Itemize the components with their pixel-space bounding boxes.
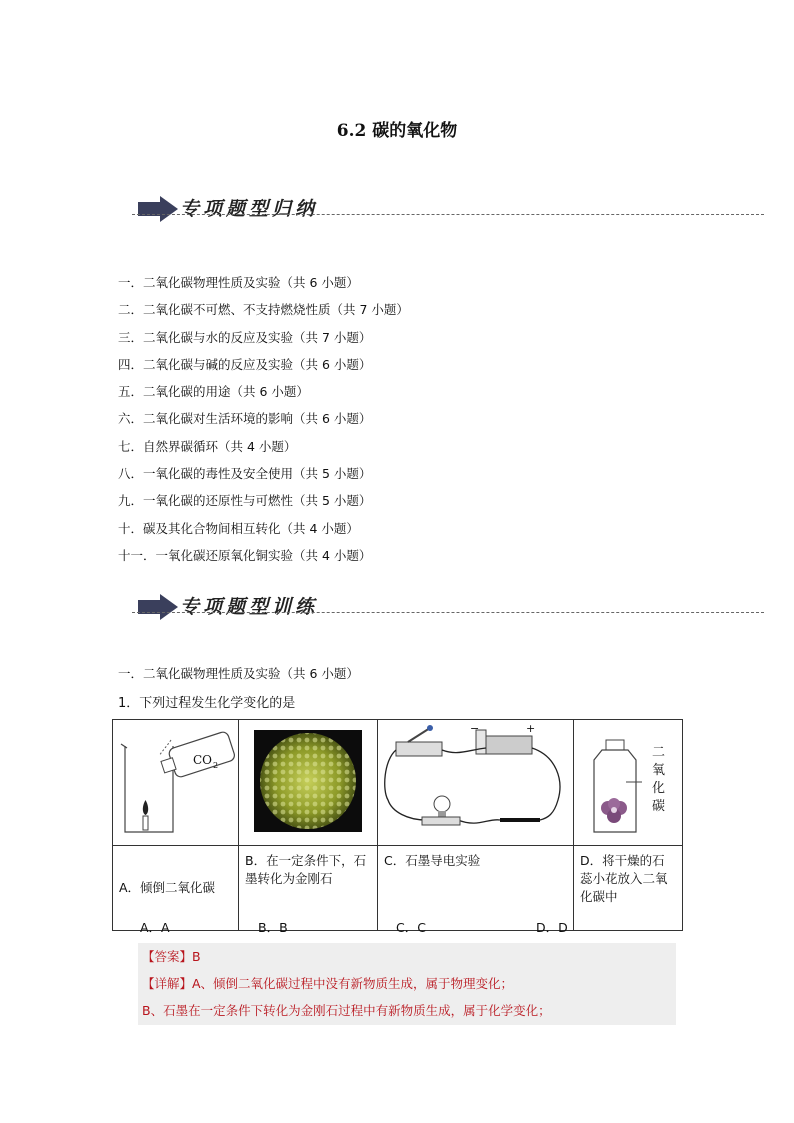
choice-b[interactable]: B．B xyxy=(258,920,288,935)
topic-item: 十．碳及其化合物间相互转化（共 4 小题） xyxy=(118,520,359,536)
topic-item: 八．一氧化碳的毒性及安全使用（共 5 小题） xyxy=(118,466,372,482)
answer-box xyxy=(138,943,676,1025)
microscope-image xyxy=(239,720,377,842)
topic-item: 一．二氧化碳物理性质及实验（共 6 小题） xyxy=(118,275,359,290)
figure-pouring-co2 xyxy=(113,720,239,846)
circuit-illustration xyxy=(378,720,573,842)
option-d-label: D．将干燥的石蕊小花放入二氧化碳中 xyxy=(574,846,683,931)
topic-item: 四．二氧化碳与碱的反应及实验（共 6 小题） xyxy=(118,356,372,372)
option-c-label: C．石墨导电实验 xyxy=(378,846,574,931)
choice-c[interactable]: C．C xyxy=(396,920,426,935)
choice-d[interactable]: D．D xyxy=(536,920,568,935)
co2-formula: CO xyxy=(193,753,213,767)
minus-sign: − xyxy=(470,722,480,735)
option-a-label: A．倾倒二氧化碳 xyxy=(113,846,239,931)
arrow-icon xyxy=(138,594,178,620)
gas-jar-illustration xyxy=(574,720,682,842)
option-b-label: B．在一定条件下，石墨转化为金刚石 xyxy=(239,846,378,931)
section-banner-summary xyxy=(132,192,764,226)
topic-item: 三．二氧化碳与水的反应及实验（共 7 小题） xyxy=(118,329,372,345)
topic-item: 五．二氧化碳的用途（共 6 小题） xyxy=(118,384,309,400)
figure-graphite-diamond xyxy=(239,720,378,846)
section-heading: 一．二氧化碳物理性质及实验（共 6 小题） xyxy=(118,666,359,681)
figure-graphite-conduction xyxy=(378,720,574,846)
choice-a[interactable]: A．A xyxy=(140,920,170,935)
banner-training-text: 专项题型训练 xyxy=(180,596,319,618)
topic-item: 七．自然界碳循环（共 4 小题） xyxy=(118,438,297,454)
question-text: 1．下列过程发生化学变化的是 xyxy=(118,696,296,711)
answer-line: 【答案】B xyxy=(142,949,201,964)
topic-list xyxy=(118,272,409,572)
banner-summary-text: 专项题型归纳 xyxy=(180,198,319,220)
topic-item: 六．二氧化碳对生活环境的影响（共 6 小题） xyxy=(118,411,372,427)
detail-line: B、石墨在一定条件下转化为金刚石过程中有新物质生成，属于化学变化； xyxy=(142,1003,551,1018)
jar-label-char: 碳 xyxy=(652,799,666,814)
banner-divider xyxy=(132,214,764,215)
detail-line: 【详解】A、倾倒二氧化碳过程中没有新物质生成，属于物理变化； xyxy=(142,976,514,991)
jar-label-char: 二 xyxy=(652,745,666,760)
topic-item: 二．二氧化碳不可燃、不支持燃烧性质（共 7 小题） xyxy=(118,302,409,318)
plus-sign: + xyxy=(526,722,536,735)
arrow-icon xyxy=(138,196,178,222)
beaker-candle-illustration xyxy=(113,720,238,842)
jar-label-char: 化 xyxy=(652,781,666,796)
topic-item: 十一．一氧化碳还原氧化铜实验（共 4 小题） xyxy=(118,547,372,563)
options-table xyxy=(112,719,683,931)
co2-subscript: 2 xyxy=(213,761,219,770)
section-banner-training xyxy=(132,590,764,624)
banner-divider xyxy=(132,612,764,613)
topic-item: 九．一氧化碳的还原性与可燃性（共 5 小题） xyxy=(118,493,372,509)
page-title: 6.2 碳的氧化物 xyxy=(336,121,458,141)
jar-label-char: 氧 xyxy=(652,763,666,778)
figure-litmus-flower xyxy=(574,720,683,846)
